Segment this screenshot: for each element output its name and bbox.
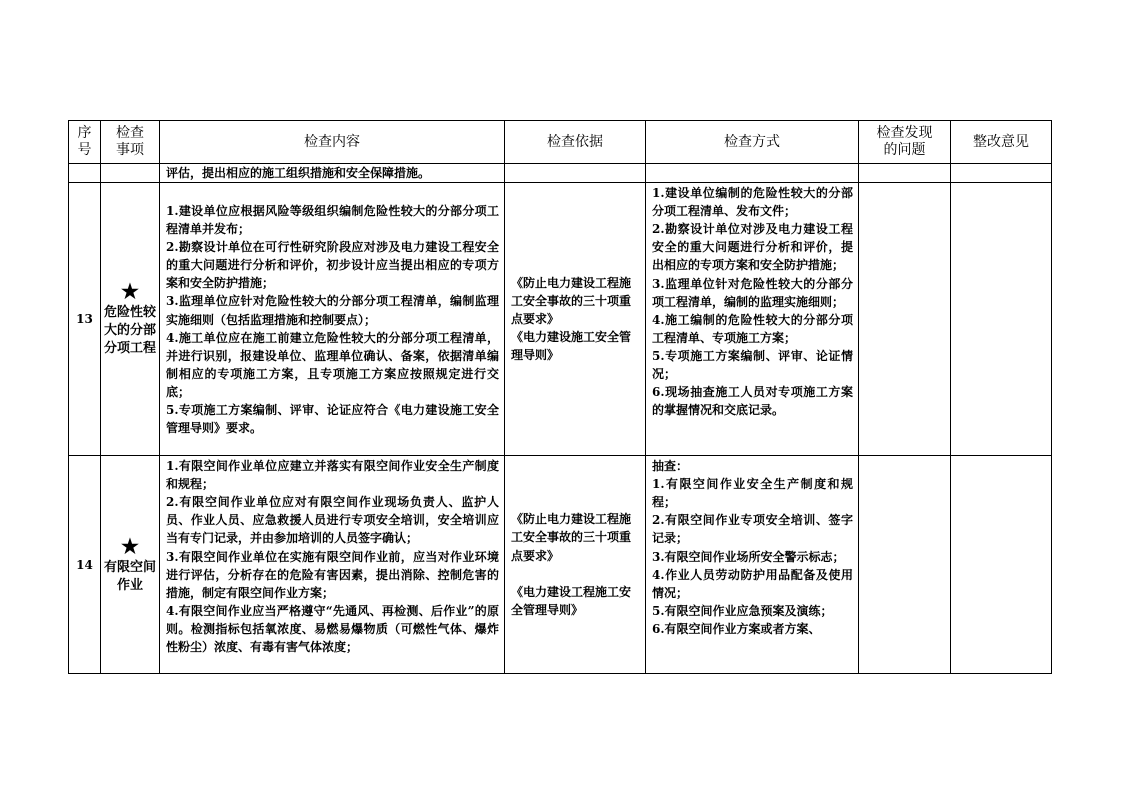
header-advice: 整改意见 <box>951 121 1052 164</box>
continuation-no <box>69 164 101 183</box>
inspection-issue <box>859 456 951 674</box>
header-content: 检查内容 <box>160 121 505 164</box>
inspection-table <box>68 120 1052 674</box>
inspection-advice <box>951 456 1052 674</box>
inspection-item <box>101 183 160 456</box>
inspection-basis: 《防止电力建设工程施工安全事故的三十项重点要求》 《电力建设工程施工安全管理导则》 <box>505 456 646 674</box>
inspection-method: 1.建设单位编制的危险性较大的分部分项工程清单、发布文件； 2.勘察设计单位对涉及电力建设工程安全的重大问题进行分析和评价，提出相应的专项方案和安全防护措施； 3.监理单位针对危险性较大的分部分项工程清单，编制的监理实施细则； 4.施工编制的危险性较大的分部分项工程清单、专项施工方案； 5.专项施工方案编制、评审、论证情况； 6.现场抽查施工人员对专项施工方案的掌握情况和交底记录。 <box>646 183 859 456</box>
inspection-content: 1.有限空间作业单位应建立并落实有限空间作业安全生产制度和规程； 2.有限空间作业单位应对有限空间作业现场负责人、监护人员、作业人员、应急救援人员进行专项安全培训，安全培训应当有专门记录，并由参加培训的人员签字确认； 3.有限空间作业单位在实施有限空间作业前，应当对作业环境进行评估，分析存在的危险有害因素，提出消除、控制危害的措施，制定有限空间作业方案； 4.有限空间作业应当严格遵守“先通风、再检测、后作业”的原则。检测指标包括氧浓度、易燃易爆物质（可燃性气体、爆炸性粉尘）浓度、有毒有害气体浓度； <box>160 456 505 674</box>
continuation-basis <box>505 164 646 183</box>
header-basis: 检查依据 <box>505 121 646 164</box>
continuation-issue <box>859 164 951 183</box>
continuation-content: 评估，提出相应的施工组织措施和安全保障措施。 <box>160 164 505 183</box>
header-item: 检查 事项 <box>101 121 160 164</box>
inspection-item-label: 危险性较大的分部分项工程 <box>103 305 156 357</box>
inspection-advice <box>951 183 1052 456</box>
star-icon: ★ <box>121 279 139 304</box>
header-method: 检查方式 <box>646 121 859 164</box>
header-row <box>69 121 1052 164</box>
inspection-issue <box>859 183 951 456</box>
inspection-item <box>101 456 160 674</box>
inspection-item-label: 有限空间作业 <box>103 559 156 593</box>
inspection-content: 1.建设单位应根据风险等级组织编制危险性较大的分部分项工程清单并发布； 2.勘察设计单位在可行性研究阶段应对涉及电力建设工程安全的重大问题进行分析和评价，初步设计应当提出相应的专项方案和安全防护措施； 3.监理单位应针对危险性较大的分部分项工程清单，编制监理实施细则（包括监理措施和控制要点）； 4.施工单位应在施工前建立危险性较大的分部分项工程清单，并进行识别，报建设单位、监理单位确认、备案，依据清单编制相应的专项施工方案，且专项施工方案应按照规定进行交底； 5.专项施工方案编制、评审、论证应符合《电力建设施工安全管理导则》要求。 <box>160 183 505 456</box>
inspection-method: 抽查： 1.有限空间作业安全生产制度和规程； 2.有限空间作业专项安全培训、签字记录； 3.有限空间作业场所安全警示标志； 4.作业人员劳动防护用品配备及使用情况； 5.有限空间作业应急预案及演练； 6.有限空间作业方案或者方案、 <box>646 456 859 674</box>
header-issue: 检查发现 的问题 <box>859 121 951 164</box>
continuation-advice <box>951 164 1052 183</box>
continuation-item <box>101 164 160 183</box>
continuation-row <box>69 164 1052 183</box>
row-number: 13 <box>69 183 101 456</box>
table-row <box>69 456 1052 674</box>
star-icon: ★ <box>121 533 139 558</box>
header-no: 序 号 <box>69 121 101 164</box>
continuation-method <box>646 164 859 183</box>
table-row <box>69 183 1052 456</box>
row-number: 14 <box>69 456 101 674</box>
inspection-basis: 《防止电力建设工程施工安全事故的三十项重点要求》 《电力建设施工安全管理导则》 <box>505 183 646 456</box>
